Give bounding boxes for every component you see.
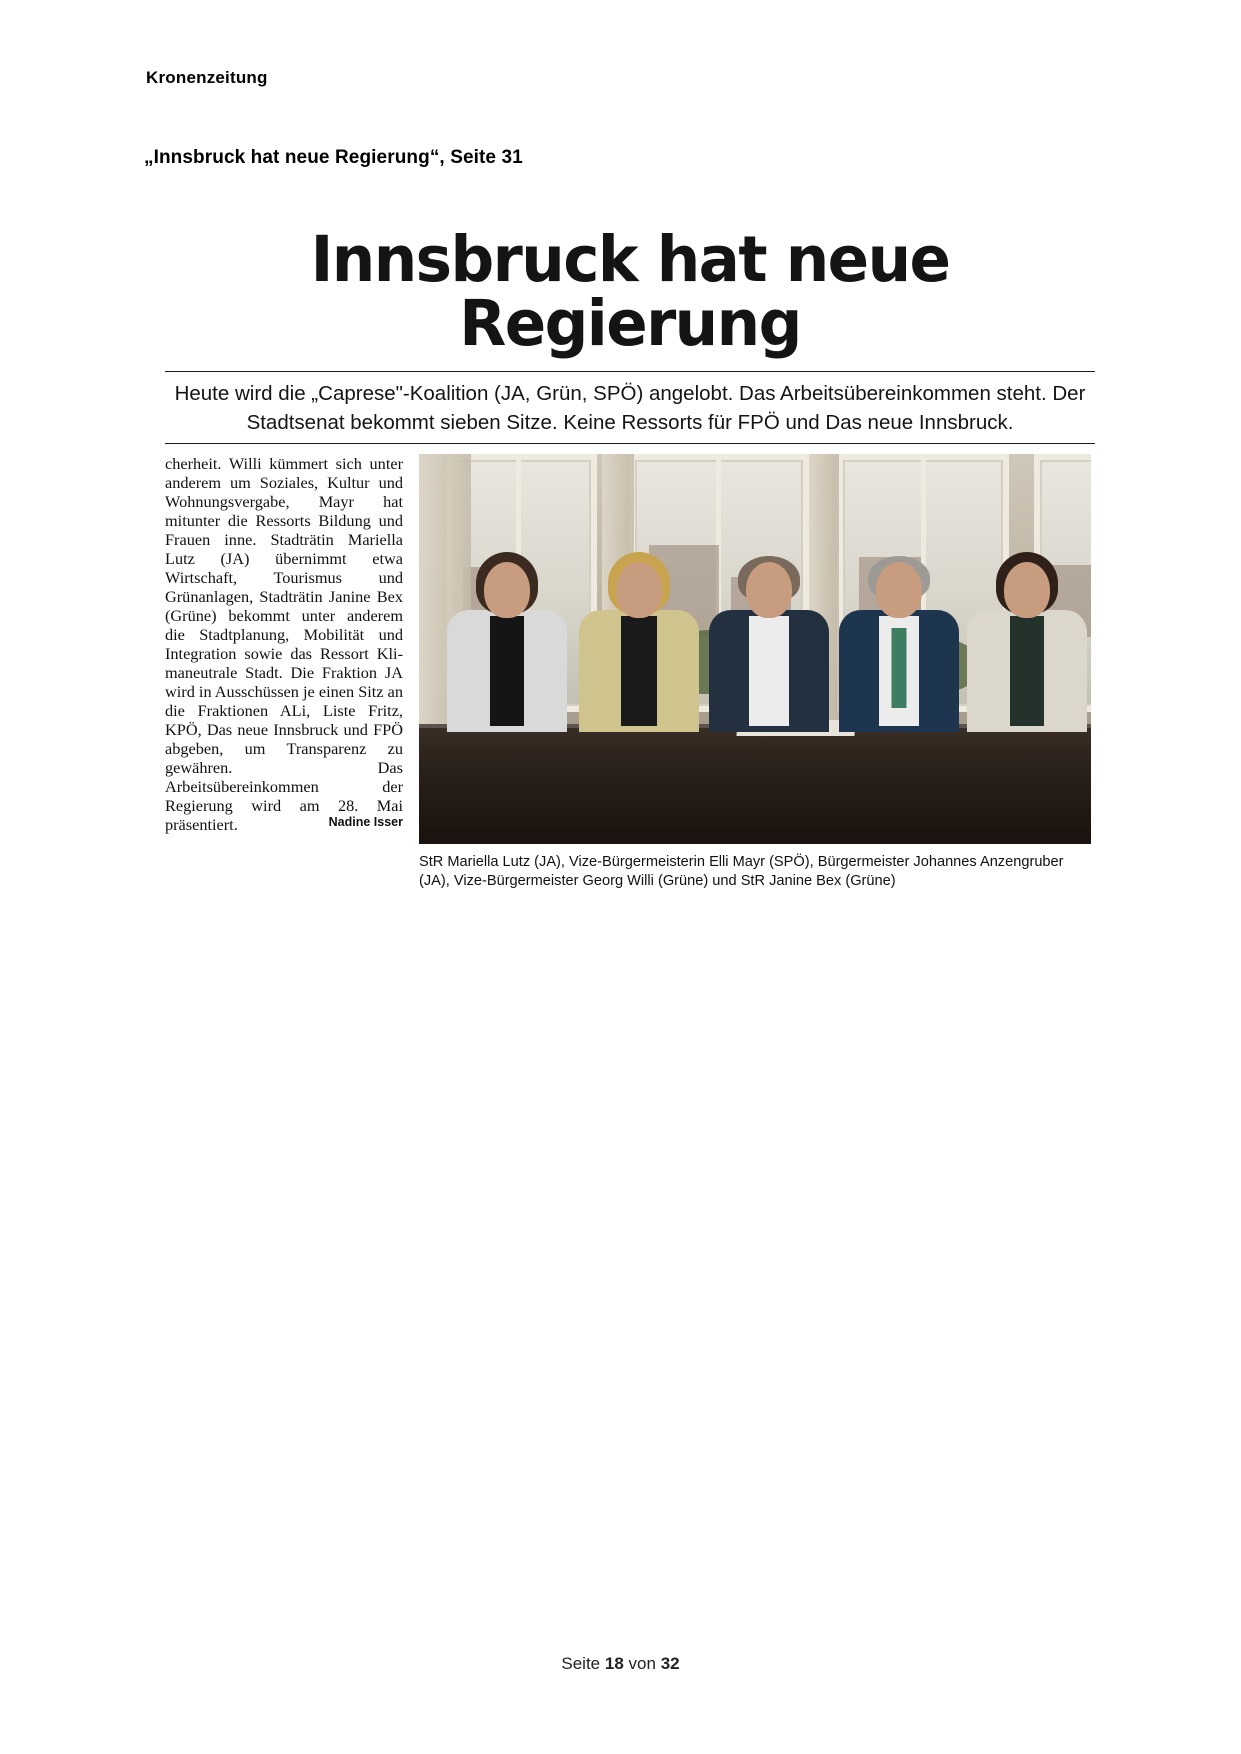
footer-current-page: 18 — [604, 1654, 624, 1673]
footer-prefix: Seite — [561, 1654, 601, 1673]
photo-caption: StR Mariella Lutz (JA), Vize-Bürgermeisterin Elli Mayr (SPÖ), Bürgermeister Johannes Anzengruber (JA), Vize-Bürgermeister Georg Willi (Grüne) und StR Janine Bex (Grüne) — [419, 853, 1064, 890]
photo-table — [419, 724, 1091, 844]
photo-person — [709, 562, 829, 732]
footer-total-pages: 32 — [660, 1654, 680, 1673]
footer-middle: von — [628, 1654, 656, 1673]
clipping-body — [165, 454, 1095, 892]
subhead-divider-bottom — [165, 443, 1095, 444]
press-photo — [419, 454, 1091, 844]
clipping-subhead: Heute wird die „Caprese"-Koalition (JA, Grün, SPÖ) angelobt. Das Arbeitsübereinkommen steht. Der Stadtsenat bekommt sieben Sitze. Keine Ressorts für FPÖ und Das neue Innsbruck. — [174, 381, 1086, 435]
article-byline: Nadine Isser — [328, 814, 403, 829]
photo-column — [419, 454, 1091, 892]
article-text-column — [165, 454, 403, 834]
source-name: Kronenzeitung — [146, 68, 268, 87]
photo-person — [839, 562, 959, 732]
clipping-headline: Innsbruck hat neue Regierung — [310, 223, 950, 361]
article-body-text: cherheit. Willi kümmert sich unter anderem um Soziales, Kultur und Wohnungsvergabe, Mayr hat mitunter die Ressorts Bildung und Frauen inne. Stadträtin Mariella Lutz (JA) übernimmt etwa Wirtschaft, Tourismus und Grünanlagen, Stadträtin Janine Bex (Grüne) bekommt unter anderem die Stadtplanung, Mobilität und Integration sowie das Ressort Klimaneutrale Stadt. Die Fraktion JA wird in Ausschüssen je einen Sitz an die Fraktionen ALi, Liste Fritz, KPÖ, Das neue Innsbruck und FPÖ abgeben, um Transparenz zu gewähren. Das Arbeitsübereinkommen der Regierung wird am 28. Mai präsentiert. — [165, 453, 403, 834]
article-reference: „Innsbruck hat neue Regierung“, Seite 31 — [144, 147, 523, 168]
photo-person — [967, 562, 1087, 732]
photo-person — [447, 562, 567, 732]
photo-person — [579, 562, 699, 732]
newspaper-clipping — [165, 223, 1095, 892]
page-footer — [0, 1654, 1241, 1674]
